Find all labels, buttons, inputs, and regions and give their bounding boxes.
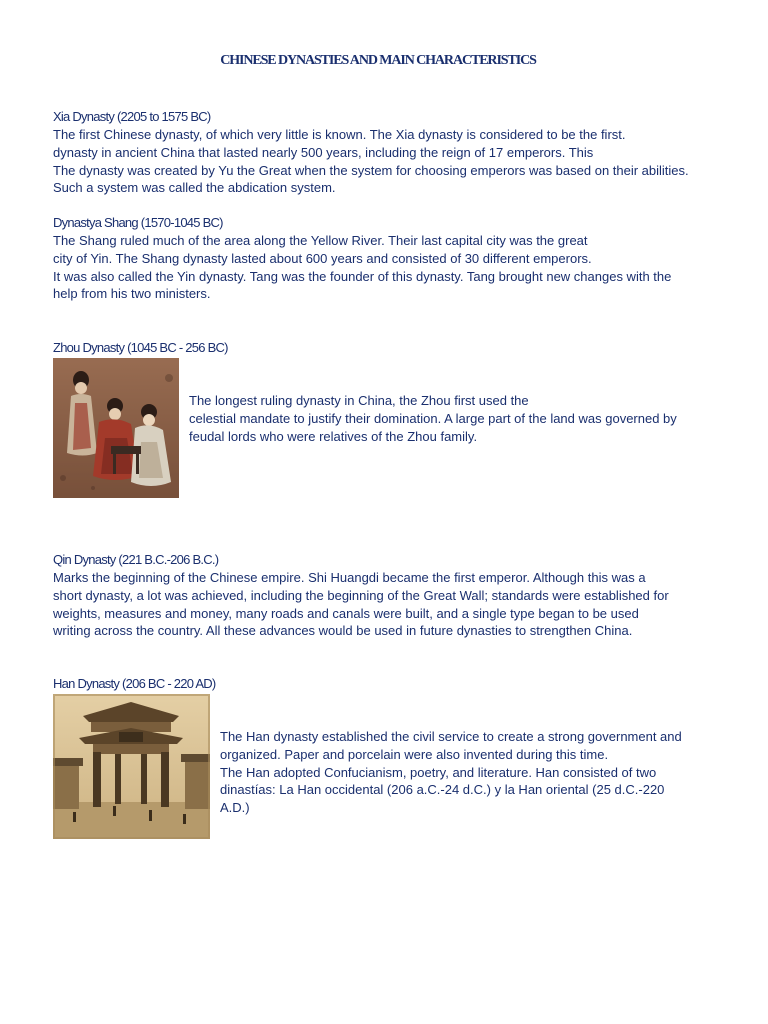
xia-line: The dynasty was created by Yu the Great when the system for choosing emperors was based on their abilities. bbox=[53, 162, 689, 178]
xia-line: dynasty in ancient China that lasted nearly 500 years, including the reign of 17 emperors. This bbox=[53, 144, 594, 160]
shang-line: The Shang ruled much of the area along the Yellow River. Their last capital city was the great bbox=[53, 233, 588, 248]
zhou-painting-image bbox=[53, 358, 179, 498]
shang-paragraph bbox=[53, 232, 671, 303]
han-archway-image bbox=[53, 694, 210, 839]
xia-line: Such a system was called the abdication system. bbox=[53, 180, 336, 196]
han-paragraph bbox=[220, 728, 682, 817]
shang-heading: Dynastya Shang (1570-1045 BC) bbox=[53, 215, 223, 230]
qin-line: Marks the beginning of the Chinese empire. Shi Huangdi became the first emperor. Although this was a bbox=[53, 570, 646, 585]
zhou-line: feudal lords who were relatives of the Zhou family. bbox=[189, 428, 478, 444]
zhou-paragraph bbox=[189, 392, 677, 445]
qin-line: weights, measures and money, many roads and canals were built, and a single type began to be used bbox=[53, 605, 639, 621]
shang-line: It was also called the Yin dynasty. Tang was the founder of this dynasty. Tang brought new changes with the bbox=[53, 268, 672, 284]
qin-line: writing across the country. All these advances would be used in future dynasties to strengthen China. bbox=[53, 623, 633, 639]
han-line: A.D.) bbox=[220, 800, 250, 816]
zhou-line: celestial mandate to justify their domination. A large part of the land was governed by bbox=[189, 410, 677, 426]
document-title: CHINESE DYNASTIES AND MAIN CHARACTERISTICS bbox=[220, 53, 536, 68]
xia-heading: Xia Dynasty (2205 to 1575 BC) bbox=[53, 109, 211, 124]
han-line: The Han dynasty established the civil service to create a strong government and bbox=[220, 729, 682, 744]
zhou-heading: Zhou Dynasty (1045 BC - 256 BC) bbox=[53, 340, 228, 355]
han-heading: Han Dynasty (206 BC - 220 AD) bbox=[53, 676, 216, 691]
qin-line: short dynasty, a lot was achieved, including the beginning of the Great Wall; standards were established for bbox=[53, 587, 669, 603]
shang-line: city of Yin. The Shang dynasty lasted about 600 years and consisted of 30 different emperors. bbox=[53, 250, 592, 266]
qin-heading: Qin Dynasty (221 B.C.-206 B.C.) bbox=[53, 552, 219, 567]
zhou-line: The longest ruling dynasty in China, the Zhou first used the bbox=[189, 393, 529, 408]
han-line: organized. Paper and porcelain were also invented during this time. bbox=[220, 746, 609, 762]
qin-paragraph bbox=[53, 569, 669, 640]
xia-paragraph bbox=[53, 126, 689, 197]
xia-line: The first Chinese dynasty, of which very little is known. The Xia dynasty is considered to be the first. bbox=[53, 127, 626, 142]
han-line: The Han adopted Confucianism, poetry, and literature. Han consisted of two bbox=[220, 764, 657, 780]
shang-line: help from his two ministers. bbox=[53, 286, 211, 302]
han-line: dinastías: La Han occidental (206 a.C.-24 d.C.) y la Han oriental (25 d.C.-220 bbox=[220, 782, 665, 798]
